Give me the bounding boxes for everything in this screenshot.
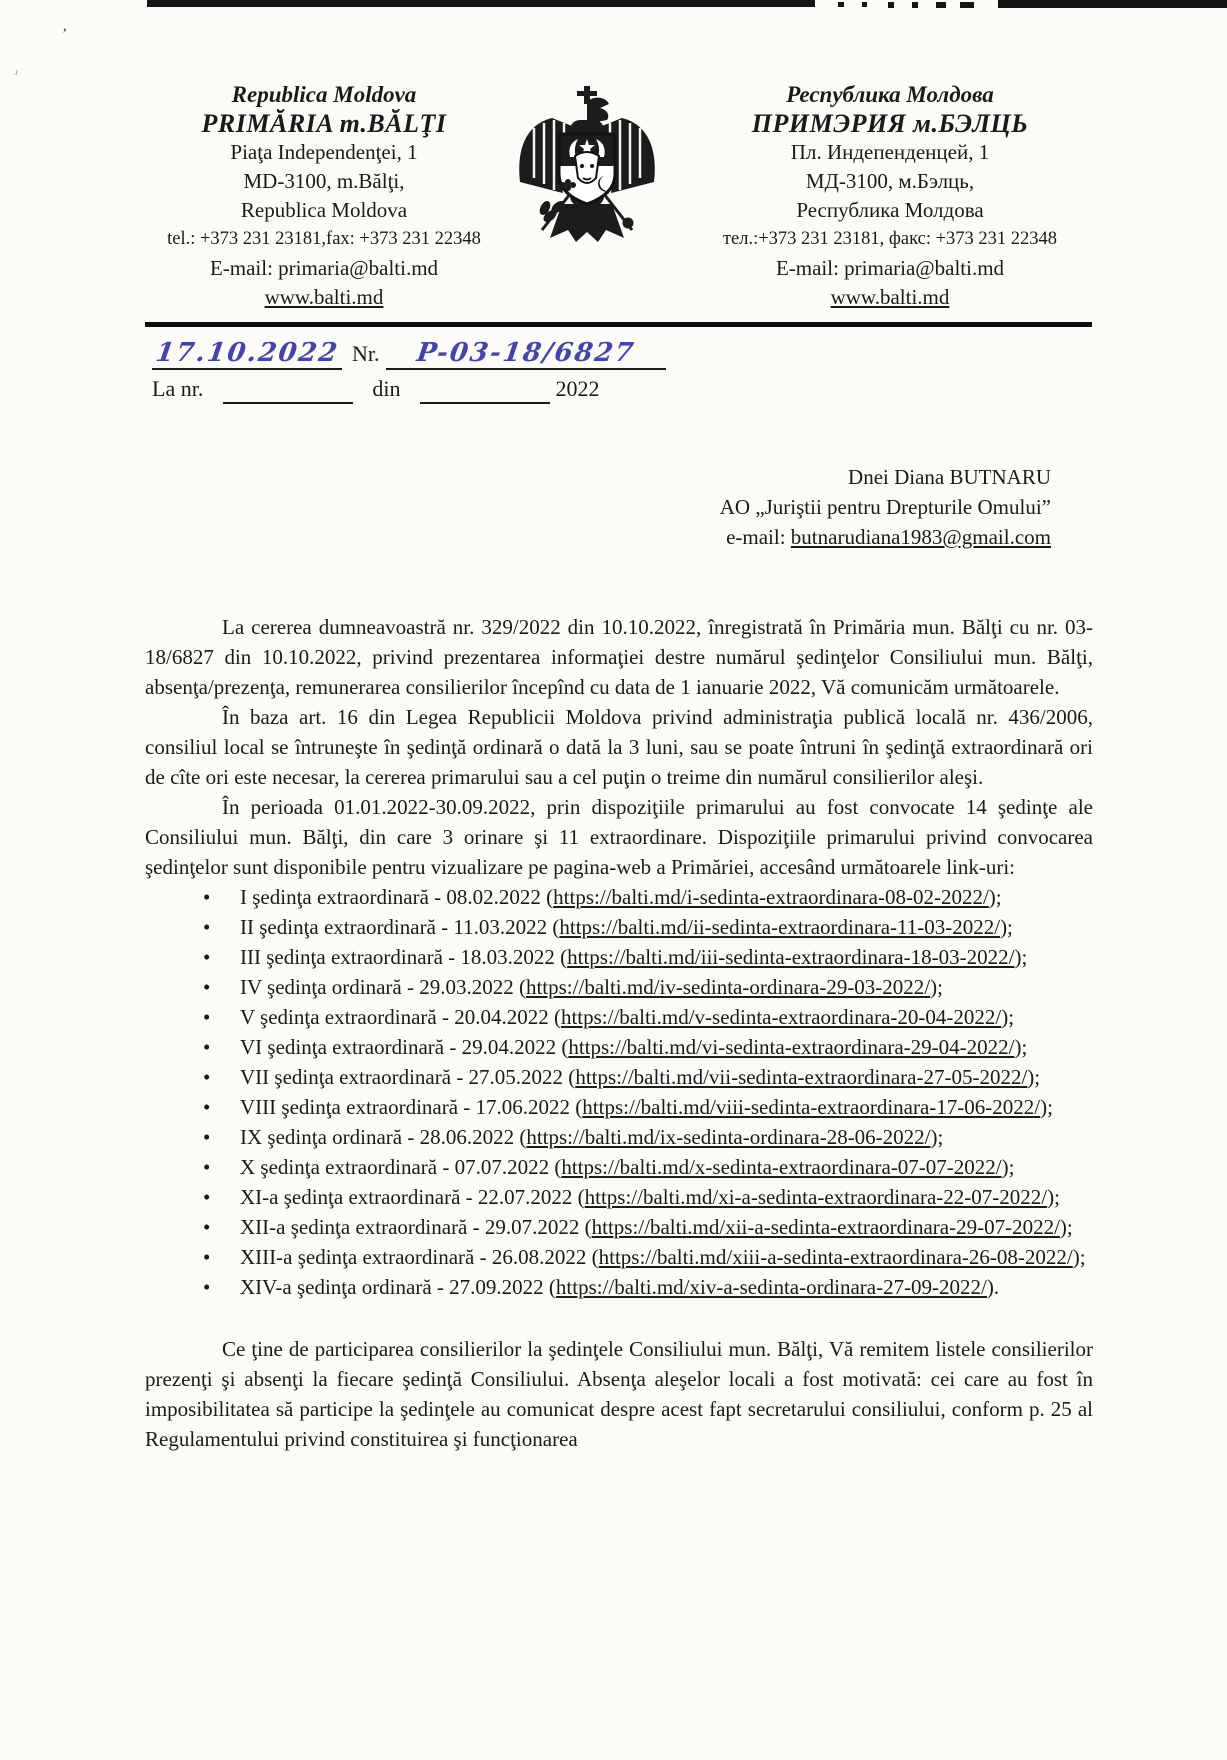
- website-link[interactable]: www.balti.md: [830, 285, 950, 309]
- session-label: XII-a şedinţa extraordinară - 29.07.2022 (: [240, 1215, 592, 1239]
- bullet-icon: •: [203, 885, 211, 909]
- recipient-email-line: e-mail: butnarudiana1983@gmail.com: [726, 525, 1051, 549]
- session-link[interactable]: https://balti.md/i-sedinta-extraordinara-08-02-2022/: [553, 885, 989, 909]
- din-label: din: [372, 376, 401, 401]
- address-line: Piaţa Independenţei, 1: [230, 140, 418, 164]
- session-suffix: );: [1040, 1095, 1053, 1119]
- scan-edge-dash: [838, 2, 844, 7]
- session-suffix: );: [1000, 915, 1013, 939]
- body-paragraph-2: În baza art. 16 din Legea Republicii Moldova privind administraţia publică locală nr. 436/2006, consiliul local se întruneşte în şedinţă ordinară o dată la 3 luni, sau se poate întruni în şedinţă extraordinară ori de cîte ori este necesar, la cererea primarului sau a cel puţin o treime din numărul consilierilor aleşi.: [145, 705, 1093, 789]
- scan-edge-dash: [912, 2, 918, 8]
- country-name-ro: Republica Moldova: [231, 82, 417, 107]
- bullet-icon: •: [203, 1125, 211, 1149]
- session-link[interactable]: https://balti.md/vi-sedinta-extraordinara-29-04-2022/: [568, 1035, 1015, 1059]
- session-label: VI şedinţa extraordinară - 29.04.2022 (: [240, 1035, 569, 1059]
- session-suffix: );: [1027, 1065, 1041, 1089]
- body-paragraph-1: La cererea dumneavoastră nr. 329/2022 din 10.10.2022, înregistrată în Primăria mun. Bălţi cu nr. 03-18/6827 din 10.10.2022, privind prezentarea informaţiei destre numărul şedinţelor Consiliului mun. Bălţi, absenţa/prezenţa, remunerarea consilierilor începînd cu data de 1 ianuarie 2022, Vă comunicăm următoarele.: [145, 615, 1093, 699]
- eagle-emblem-icon: [512, 86, 662, 246]
- session-suffix: ).: [986, 1275, 1000, 1299]
- bullet-icon: •: [203, 1275, 211, 1299]
- bullet-icon: •: [203, 1185, 211, 1209]
- scan-speck: ’: [62, 26, 68, 43]
- session-link[interactable]: https://balti.md/viii-sedinta-extraordinara-17-06-2022/: [582, 1095, 1041, 1119]
- session-label: II şedinţa extraordinară - 11.03.2022 (: [240, 915, 560, 939]
- header-divider: [145, 322, 1092, 327]
- session-label: XIII-a şedinţa extraordinară - 26.08.2022 (: [240, 1245, 599, 1269]
- session-label: IX şedinţa ordinară - 28.06.2022 (: [240, 1125, 527, 1149]
- scan-edge-dash: [888, 2, 894, 8]
- scan-edge-line: [998, 0, 1227, 8]
- email-line: E-mail: primaria@balti.md: [775, 256, 1005, 280]
- session-label: IV şedinţa ordinară - 29.03.2022 (: [240, 975, 526, 999]
- nr-label: Nr.: [352, 341, 380, 366]
- session-suffix: );: [1001, 1005, 1015, 1029]
- session-suffix: );: [1047, 1185, 1060, 1209]
- session-link[interactable]: https://balti.md/ix-sedinta-ordinara-28-06-2022/: [526, 1125, 931, 1149]
- incoming-number-line: [152, 376, 752, 404]
- year-label: 2022: [555, 376, 600, 401]
- session-label: I şedinţa extraordinară - 08.02.2022 (: [240, 885, 554, 909]
- blank-field: [420, 376, 550, 404]
- recipient-organization: AO „Juriştii pentru Drepturile Omului”: [719, 495, 1051, 519]
- session-link[interactable]: https://balti.md/v-sedinta-extraordinara-20-04-2022/: [560, 1005, 1002, 1029]
- bullet-icon: •: [203, 1245, 211, 1269]
- recipient-name: Dnei Diana BUTNARU: [848, 465, 1051, 489]
- recipient-block: [145, 462, 1093, 552]
- letterhead-right: [688, 80, 1092, 312]
- session-suffix: );: [1014, 1035, 1028, 1059]
- session-link[interactable]: https://balti.md/iii-sedinta-extraordinara-18-03-2022/: [567, 945, 1015, 969]
- session-label: VIII şedinţa extraordinară - 17.06.2022 (: [240, 1095, 583, 1119]
- session-list-item: [145, 1002, 1093, 1032]
- session-suffix: );: [988, 885, 1002, 909]
- session-suffix: );: [930, 1125, 944, 1149]
- registration-block: [152, 338, 752, 404]
- session-suffix: );: [930, 975, 943, 999]
- outgoing-number-line: [152, 338, 752, 370]
- scan-edge-line: [147, 0, 815, 7]
- bullet-icon: •: [203, 1065, 211, 1089]
- session-suffix: );: [1072, 1245, 1086, 1269]
- bullet-icon: •: [203, 1005, 211, 1029]
- session-label: V şedinţa extraordinară - 20.04.2022 (: [240, 1005, 561, 1029]
- scan-edge-dash: [862, 2, 867, 7]
- letterhead-left: [148, 80, 500, 312]
- phone-fax-line: tel.: +373 231 23181,fax: +373 231 22348: [167, 229, 481, 249]
- session-link[interactable]: https://balti.md/xi-a-sedinta-extraordinara-22-07-2022/: [584, 1185, 1048, 1209]
- session-list-item: [145, 1212, 1093, 1242]
- session-link[interactable]: https://balti.md/xiv-a-sedinta-ordinara-27-09-2022/: [555, 1275, 987, 1299]
- bullet-icon: •: [203, 975, 211, 999]
- sessions-list: [145, 882, 1093, 1302]
- blank-field: [223, 376, 353, 404]
- session-label: X şedinţa extraordinară - 07.07.2022 (: [240, 1155, 562, 1179]
- bullet-icon: •: [203, 1155, 211, 1179]
- session-list-item: [145, 1272, 1093, 1302]
- closing-paragraph: Ce ţine de participarea consilierilor la şedinţele Consiliului mun. Bălţi, Vă remitem listele consilierilor prezenţi şi absenţi la fiecare şedinţă Consiliului. Absenţa aleşelor locali a fost motivată: cei care au fost în imposibilitatea să participe la şedinţele au comunicat despre acest fapt secretarului consiliului, conform p. 25 al Regulamentului privind constituirea şi funcţionarea: [145, 1337, 1093, 1451]
- session-list-item: [145, 972, 1093, 1002]
- handwritten-date: 17.10.2022: [153, 338, 341, 368]
- website-link[interactable]: www.balti.md: [264, 285, 384, 309]
- bullet-icon: •: [203, 1095, 211, 1119]
- bullet-icon: •: [203, 915, 211, 939]
- session-list-item: [145, 1182, 1093, 1212]
- session-link[interactable]: https://balti.md/vii-sedinta-extraordinara-27-05-2022/: [575, 1065, 1028, 1089]
- session-link[interactable]: https://balti.md/x-sedinta-extraordinara-07-07-2022/: [561, 1155, 1002, 1179]
- handwritten-number: P-03-18/6827: [414, 338, 637, 368]
- session-link[interactable]: https://balti.md/ii-sedinta-extraordinara-11-03-2022/: [559, 915, 1001, 939]
- session-link[interactable]: https://balti.md/iv-sedinta-ordinara-29-03-2022/: [525, 975, 931, 999]
- address-line: Пл. Индепенденцей, 1: [790, 140, 990, 164]
- bullet-icon: •: [203, 945, 211, 969]
- institution-name-ru: ПРИМЭРИЯ м.БЭЛЦЬ: [751, 109, 1029, 138]
- session-list-item: [145, 1062, 1093, 1092]
- session-label: III şedinţa extraordinară - 18.03.2022 (: [240, 945, 568, 969]
- session-list-item: [145, 1032, 1093, 1062]
- address-line: МД-3100, м.Бэлць,: [805, 169, 975, 193]
- letter-body: [145, 462, 1093, 1454]
- session-suffix: );: [1059, 1215, 1073, 1239]
- recipient-email-link[interactable]: butnarudiana1983@gmail.com: [790, 525, 1051, 549]
- session-suffix: );: [1001, 1155, 1015, 1179]
- session-suffix: );: [1014, 945, 1028, 969]
- session-label: XIV-a şedinţa ordinară - 27.09.2022 (: [240, 1275, 556, 1299]
- session-link[interactable]: https://balti.md/xiii-a-sedinta-extraordinara-26-08-2022/: [598, 1245, 1073, 1269]
- session-list-item: [145, 942, 1093, 972]
- session-list-item: [145, 1152, 1093, 1182]
- moldova-coat-of-arms: [512, 86, 662, 251]
- institution-name-ro: PRIMĂRIA m.BĂLŢI: [201, 109, 447, 138]
- session-label: VII şedinţa extraordinară - 27.05.2022 (: [240, 1065, 576, 1089]
- address-line: Republica Moldova: [240, 198, 408, 222]
- session-list-item: [145, 1092, 1093, 1122]
- country-name-ru: Республика Молдова: [786, 82, 994, 107]
- email-line: E-mail: primaria@balti.md: [209, 256, 439, 280]
- scan-edge-dash: [960, 2, 974, 8]
- scan-speck: ʴ: [12, 65, 20, 84]
- session-link[interactable]: https://balti.md/xii-a-sedinta-extraordinara-29-07-2022/: [591, 1215, 1060, 1239]
- session-label: XI-a şedinţa extraordinară - 22.07.2022 (: [240, 1185, 585, 1209]
- session-list-item: [145, 882, 1093, 912]
- la-nr-label: La nr.: [152, 376, 204, 401]
- session-list-item: [145, 1242, 1093, 1272]
- phone-fax-line: тел.:+373 231 23181, факс: +373 231 22348: [722, 229, 1058, 249]
- address-line: Республика Молдова: [796, 198, 984, 222]
- bullet-icon: •: [203, 1215, 211, 1239]
- session-list-item: [145, 1122, 1093, 1152]
- address-line: MD-3100, m.Bălţi,: [243, 169, 405, 193]
- session-list-item: [145, 912, 1093, 942]
- bullet-icon: •: [203, 1035, 211, 1059]
- body-paragraph-3: În perioada 01.01.2022-30.09.2022, prin dispoziţiile primarului au fost convocate 14 şedinţe ale Consiliului mun. Bălţi, din care 3 orinare şi 11 extraordinare. Dispoziţiile primarului privind convocarea şedinţelor sunt disponibile pentru vizualizare pe pagina-web a Primăriei, accesând următoarele link-uri:: [145, 795, 1093, 879]
- scan-edge-dash: [936, 2, 946, 8]
